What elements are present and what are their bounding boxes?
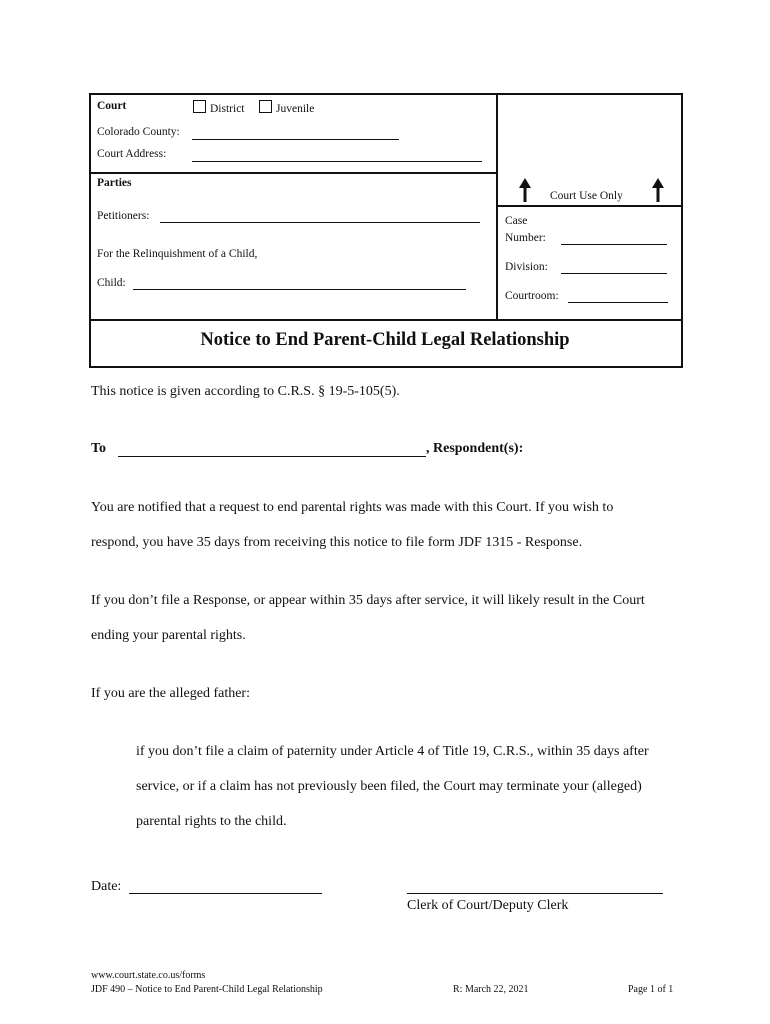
address-field[interactable] — [192, 161, 482, 162]
indent-line2: service, or if a claim has not previously been filed, the Court may terminate your (alleged) — [136, 779, 642, 794]
clerk-signature-line[interactable] — [407, 893, 663, 894]
case-label: Case — [505, 215, 528, 227]
statute-text: This notice is given according to C.R.S. § 19-5-105(5). — [91, 384, 400, 399]
indent-line3: parental rights to the child. — [136, 814, 287, 829]
caption-divider-vertical — [496, 93, 498, 321]
para2-line2: ending your parental rights. — [91, 628, 246, 643]
petitioners-field[interactable] — [160, 222, 480, 223]
relinquishment-text: For the Relinquishment of a Child, — [97, 248, 258, 260]
para1-line2: respond, you have 35 days from receiving this notice to file form JDF 1315 - Response. — [91, 535, 583, 550]
county-label: Colorado County: — [97, 126, 180, 138]
court-parties-divider — [89, 172, 498, 174]
juvenile-label: Juvenile — [276, 103, 315, 115]
petitioners-label: Petitioners: — [97, 210, 150, 222]
arrow-up-icon — [652, 178, 664, 202]
child-label: Child: — [97, 277, 126, 289]
footer-revision: R: March 22, 2021 — [453, 984, 529, 995]
number-label: Number: — [505, 232, 546, 244]
respondent-field[interactable] — [118, 456, 426, 457]
child-field[interactable] — [133, 289, 466, 290]
case-number-field[interactable] — [561, 244, 667, 245]
courtroom-label: Courtroom: — [505, 290, 559, 302]
court-label: Court — [97, 100, 127, 112]
courtroom-field[interactable] — [568, 302, 668, 303]
county-field[interactable] — [192, 139, 399, 140]
footer-website: www.court.state.co.us/forms — [91, 970, 206, 981]
arrow-up-icon — [519, 178, 531, 202]
date-label: Date: — [91, 879, 122, 894]
address-label: Court Address: — [97, 148, 167, 160]
court-use-divider — [496, 205, 681, 207]
district-checkbox[interactable] — [193, 100, 206, 113]
parties-label: Parties — [97, 177, 132, 189]
court-use-only-label: Court Use Only — [550, 190, 623, 202]
juvenile-option[interactable] — [259, 100, 314, 115]
district-option[interactable] — [193, 100, 245, 115]
district-label: District — [210, 103, 245, 115]
date-field[interactable] — [129, 893, 322, 894]
footer-page: Page 1 of 1 — [628, 984, 674, 995]
clerk-label: Clerk of Court/Deputy Clerk — [407, 898, 569, 913]
indent-line1: if you don’t file a claim of paternity under Article 4 of Title 19, C.R.S., within 35 days after — [136, 744, 649, 759]
juvenile-checkbox[interactable] — [259, 100, 272, 113]
respondents-label: , Respondent(s): — [426, 441, 524, 456]
division-label: Division: — [505, 261, 548, 273]
division-field[interactable] — [561, 273, 667, 274]
para2-line1: If you don’t file a Response, or appear within 35 days after service, it will likely result in the Court — [91, 593, 645, 608]
father-heading: If you are the alleged father: — [91, 686, 250, 701]
title-divider — [89, 319, 681, 321]
para1-line1: You are notified that a request to end parental rights was made with this Court. If you wish to — [91, 500, 614, 515]
footer-form-id: JDF 490 – Notice to End Parent-Child Legal Relationship — [91, 984, 323, 995]
to-label: To — [91, 441, 107, 456]
page-title: Notice to End Parent-Child Legal Relationship — [200, 330, 570, 350]
